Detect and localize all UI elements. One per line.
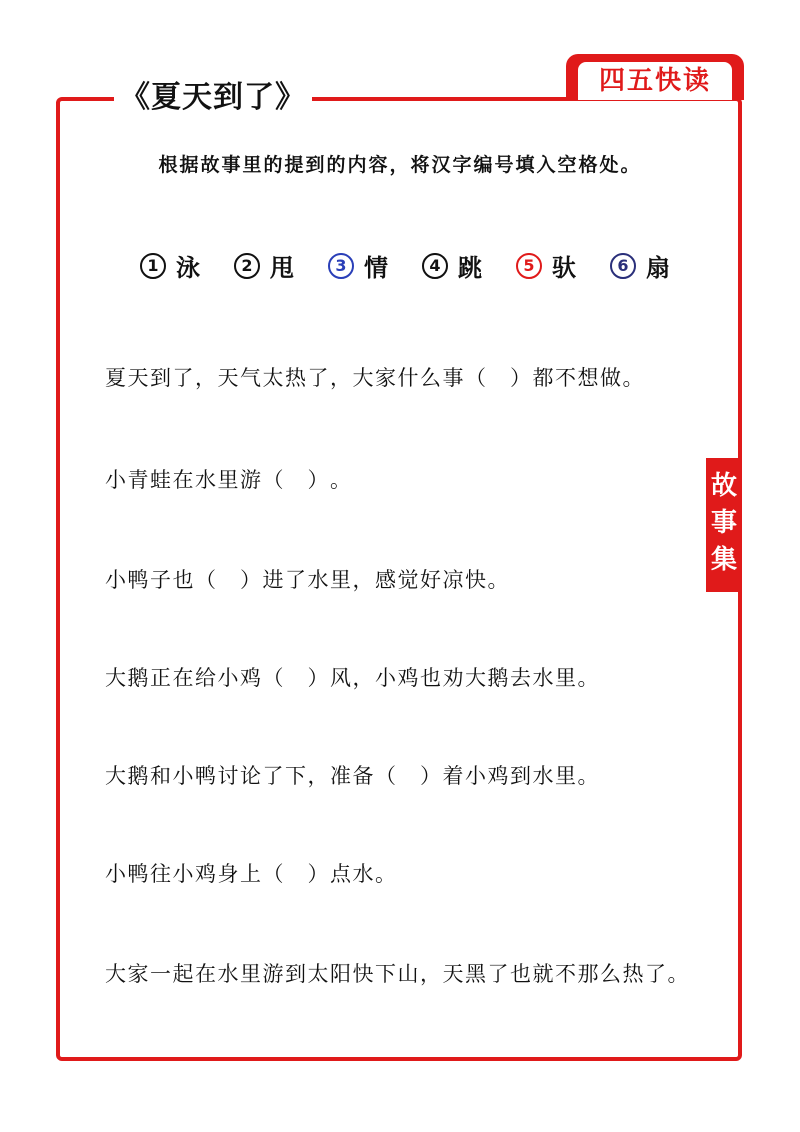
answer-blank[interactable]: （ ） <box>465 366 533 390</box>
sentence-line <box>105 464 353 494</box>
side-tab-char: 事 <box>710 508 737 538</box>
sentence-text: 大鹅和小鸭讨论了下，准备 <box>105 764 375 788</box>
option-char: 驮 <box>552 253 576 282</box>
instruction-text: 根据故事里的提到的内容，将汉字编号填入空格处。 <box>158 154 642 176</box>
option-number: 2 <box>234 253 260 279</box>
sentence-line <box>105 662 600 692</box>
option-item <box>234 248 294 283</box>
option-number: 3 <box>328 253 354 279</box>
option-number: 1 <box>140 253 166 279</box>
brand-label: 四五快读 <box>578 62 732 100</box>
answer-blank[interactable]: （ ） <box>195 568 263 592</box>
sentence-text: 点水。 <box>330 862 398 886</box>
option-char: 扇 <box>646 253 670 282</box>
side-tab-char: 集 <box>710 545 737 575</box>
sentence-text: 小鸭子也 <box>105 568 195 592</box>
sentence-line <box>105 958 690 988</box>
answer-blank[interactable]: （ ） <box>262 862 330 886</box>
sentence-text: 。 <box>330 468 353 492</box>
sentence-text: 进了水里，感觉好凉快。 <box>262 568 510 592</box>
option-number: 6 <box>610 253 636 279</box>
option-list <box>140 248 670 283</box>
sentence-line <box>105 564 510 594</box>
sentence-text: 着小鸡到水里。 <box>442 764 600 788</box>
sentence-text: 大家一起在水里游到太阳快下山，天黑了也就不那么热了。 <box>105 962 690 986</box>
option-number: 4 <box>422 253 448 279</box>
sentence-line <box>105 760 600 790</box>
story-title: 《夏天到了》 <box>114 76 312 120</box>
option-item <box>328 248 388 283</box>
sentence-text: 小鸭往小鸡身上 <box>105 862 263 886</box>
option-char: 情 <box>364 253 388 282</box>
answer-blank[interactable]: （ ） <box>262 468 330 492</box>
option-char: 泳 <box>176 253 200 282</box>
sentence-text: 风，小鸡也劝大鹅去水里。 <box>330 666 600 690</box>
sentence-text: 大鹅正在给小鸡 <box>105 666 263 690</box>
brand-tab <box>566 54 744 100</box>
option-item <box>516 248 576 283</box>
sentence-line <box>105 858 398 888</box>
side-tab-char: 故 <box>710 471 737 501</box>
sentence-line <box>105 362 645 392</box>
option-char: 跳 <box>458 253 482 282</box>
sentence-text: 夏天到了，天气太热了，大家什么事 <box>105 366 465 390</box>
sentence-text: 小青蛙在水里游 <box>105 468 263 492</box>
option-item <box>610 248 670 283</box>
sentence-text: 都不想做。 <box>532 366 645 390</box>
option-item <box>422 248 482 283</box>
side-tab <box>706 458 742 592</box>
option-number: 5 <box>516 253 542 279</box>
answer-blank[interactable]: （ ） <box>262 666 330 690</box>
option-char: 甩 <box>270 253 294 282</box>
option-item <box>140 248 200 283</box>
answer-blank[interactable]: （ ） <box>375 764 443 788</box>
